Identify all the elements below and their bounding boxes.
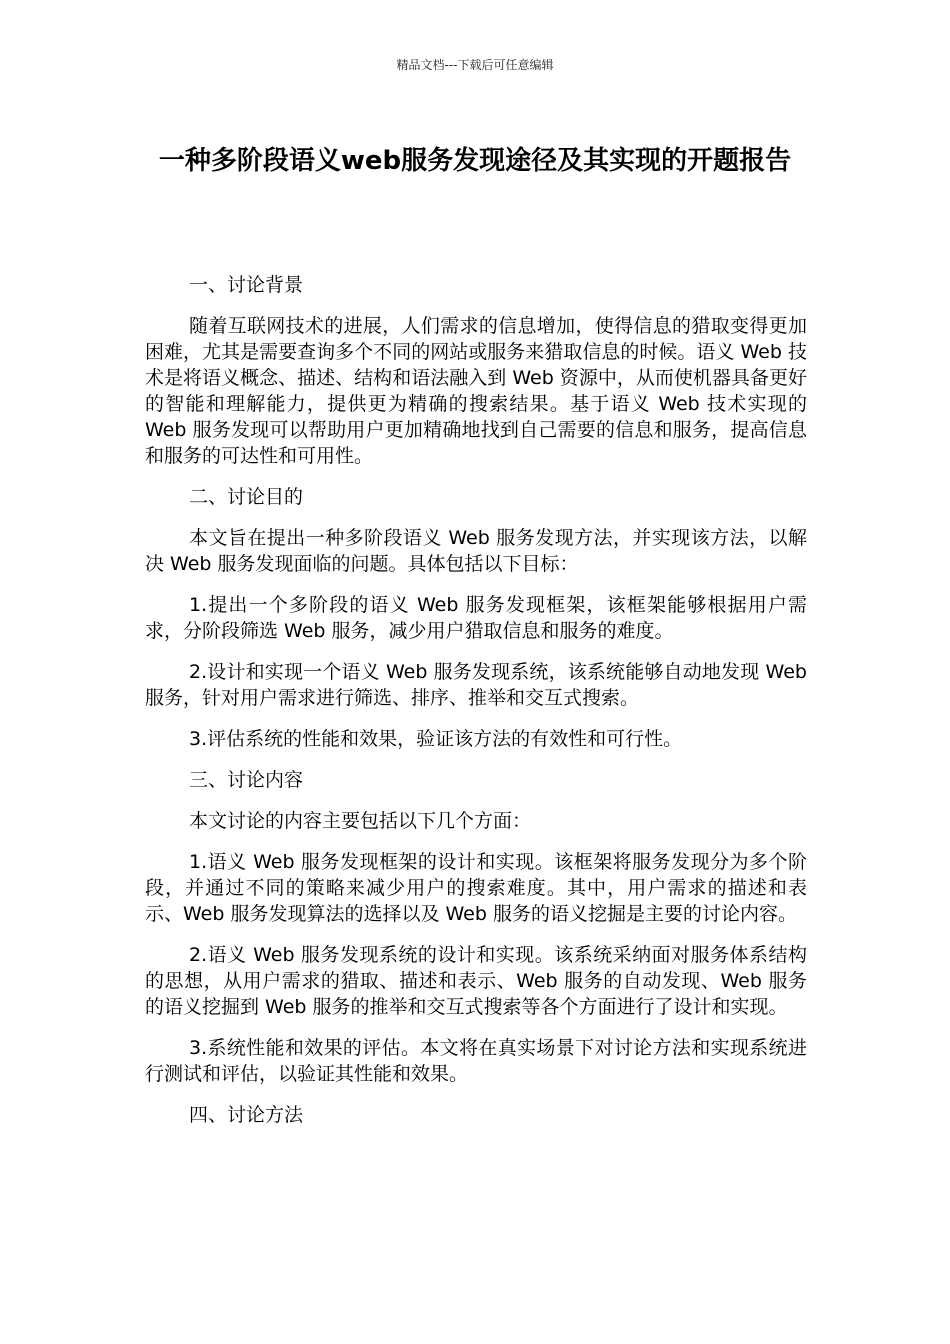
paragraph: 本文讨论的内容主要包括以下几个方面： [189,810,532,832]
section-heading-method: 四、讨论方法 [189,1104,304,1126]
list-item-paragraph: 1.语义 Web 服务发现框架的设计和实现。该框架将服务发现分为多个阶段，并通过不同的策略来减少用户的搜索难度。其中，用户需求的描述和表示、Web 服务发现算法的选择以及 Web 服务的语义挖掘是主要的讨论内容。 [145,851,807,925]
list-item-paragraph: 3.系统性能和效果的评估。本文将在真实场景下对讨论方法和实现系统进行测试和评估，以验证其性能和效果。 [145,1037,807,1085]
list-item-paragraph: 2.设计和实现一个语义 Web 服务发现系统，该系统能够自动地发现 Web 服务，针对用户需求进行筛选、排序、推举和交互式搜索。 [145,661,807,709]
section-heading-purpose: 二、讨论目的 [189,486,304,508]
section-heading-background: 一、讨论背景 [189,274,304,296]
section-heading-content: 三、讨论内容 [189,769,304,791]
paragraph: 本文旨在提出一种多阶段语义 Web 服务发现方法，并实现该方法，以解决 Web 服务发现面临的问题。具体包括以下目标： [145,527,807,575]
page-header: 精品文档---下载后可任意编辑 [396,58,554,72]
list-item-paragraph: 1.提出一个多阶段的语义 Web 服务发现框架，该框架能够根据用户需求，分阶段筛选 Web 服务，减少用户猎取信息和服务的难度。 [145,594,807,642]
document-title: 一种多阶段语义web服务发现途径及其实现的开题报告 [158,146,792,176]
list-item-paragraph: 2.语义 Web 服务发现系统的设计和实现。该系统采纳面对服务体系结构的思想，从用户需求的猎取、描述和表示、Web 服务的自动发现、Web 服务的语义挖掘到 Web 服务的推举和交互式搜索等各个方面进行了设计和实现。 [145,944,807,1018]
document-body [145,272,807,1143]
paragraph: 随着互联网技术的进展，人们需求的信息增加，使得信息的猎取变得更加困难，尤其是需要查询多个不同的网站或服务来猎取信息的时候。语义 Web 技术是将语义概念、描述、结构和语法融入到 Web 资源中，从而使机器具备更好的智能和理解能力，提供更为精确的搜索结果。基于语义 Web 技术实现的 Web 服务发现可以帮助用户更加精确地找到自己需要的信息和服务，提高信息和服务的可达性和可用性。 [145,315,807,467]
list-item-paragraph: 3.评估系统的性能和效果，验证该方法的有效性和可行性。 [189,728,683,750]
